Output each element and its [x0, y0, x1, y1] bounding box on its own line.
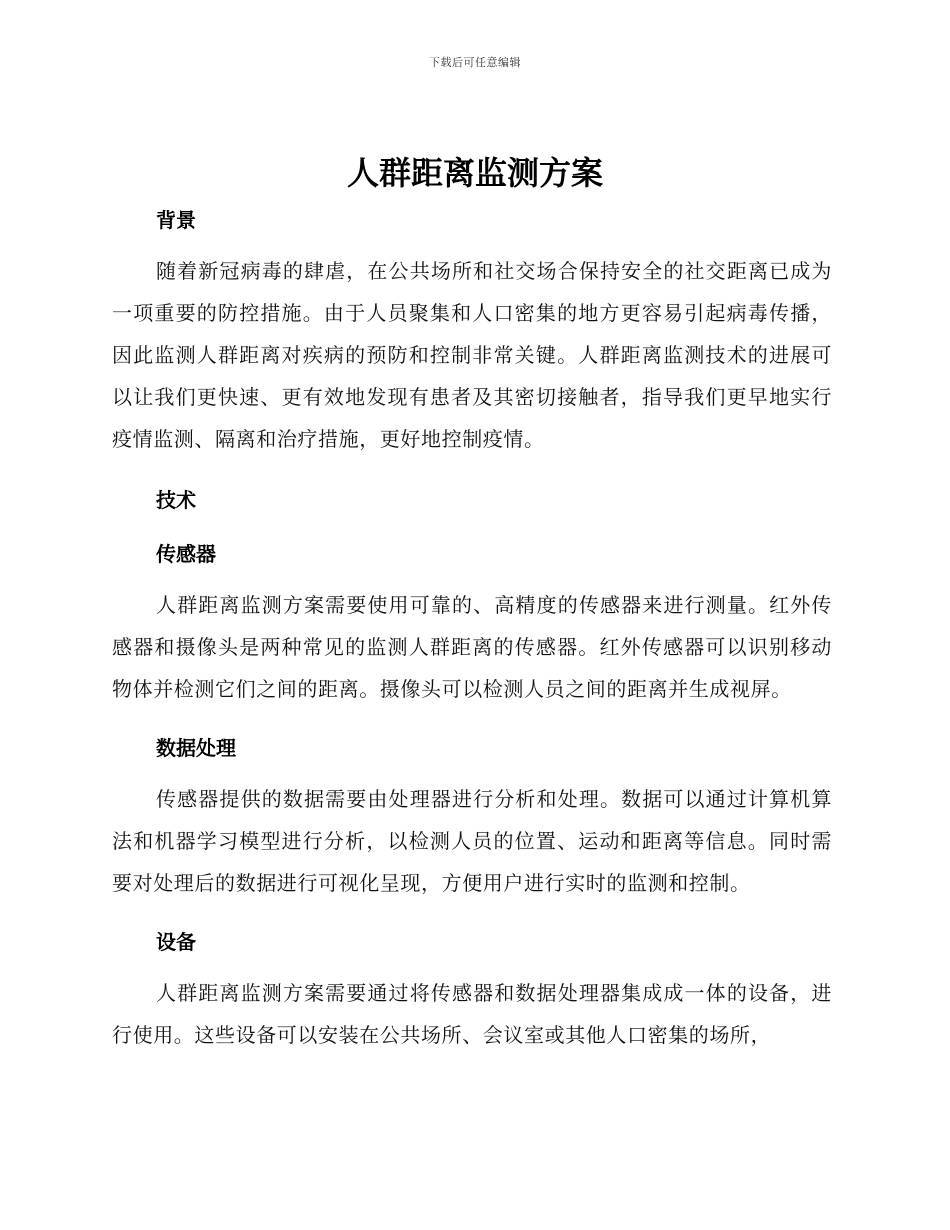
- section-heading-device: 设备: [156, 930, 196, 954]
- paragraph-background: 随着新冠病毒的肆虐，在公共场所和社交场合保持安全的社交距离已成为一项重要的防控措施。由于人员聚集和人口密集的地方更容易引起病毒传播，因此监测人群距离对疾病的预防和控制非常关键。人群距离监测技术的进展可以让我们更快速、更有效地发现有患者及其密切接触者，指导我们更早地实行疫情监测、隔离和治疗措施，更好地控制疫情。: [112, 259, 832, 451]
- section-heading-background: 背景: [156, 208, 196, 232]
- header-note: 下载后可任意编辑: [429, 56, 521, 69]
- document-body: [112, 206, 832, 1056]
- section-heading-technology: 技术: [156, 488, 196, 512]
- document-title: 人群距离监测方案: [346, 154, 603, 192]
- section-heading-sensor: 传感器: [156, 542, 216, 566]
- paragraph-data-processing: 传感器提供的数据需要由处理器进行分析和处理。数据可以通过计算机算法和机器学习模型进行分析，以检测人员的位置、运动和距离等信息。同时需要对处理后的数据进行可视化呈现，方便用户进行实时的监测和控制。: [112, 787, 832, 895]
- paragraph-device: 人群距离监测方案需要通过将传感器和数据处理器集成成一体的设备，进行使用。这些设备可以安装在公共场所、会议室或其他人口密集的场所，: [112, 981, 832, 1047]
- paragraph-sensor: 人群距离监测方案需要使用可靠的、高精度的传感器来进行测量。红外传感器和摄像头是两种常见的监测人群距离的传感器。红外传感器可以识别移动物体并检测它们之间的距离。摄像头可以检测人员之间的距离并生成视屏。: [112, 593, 832, 701]
- section-heading-data-processing: 数据处理: [156, 736, 236, 760]
